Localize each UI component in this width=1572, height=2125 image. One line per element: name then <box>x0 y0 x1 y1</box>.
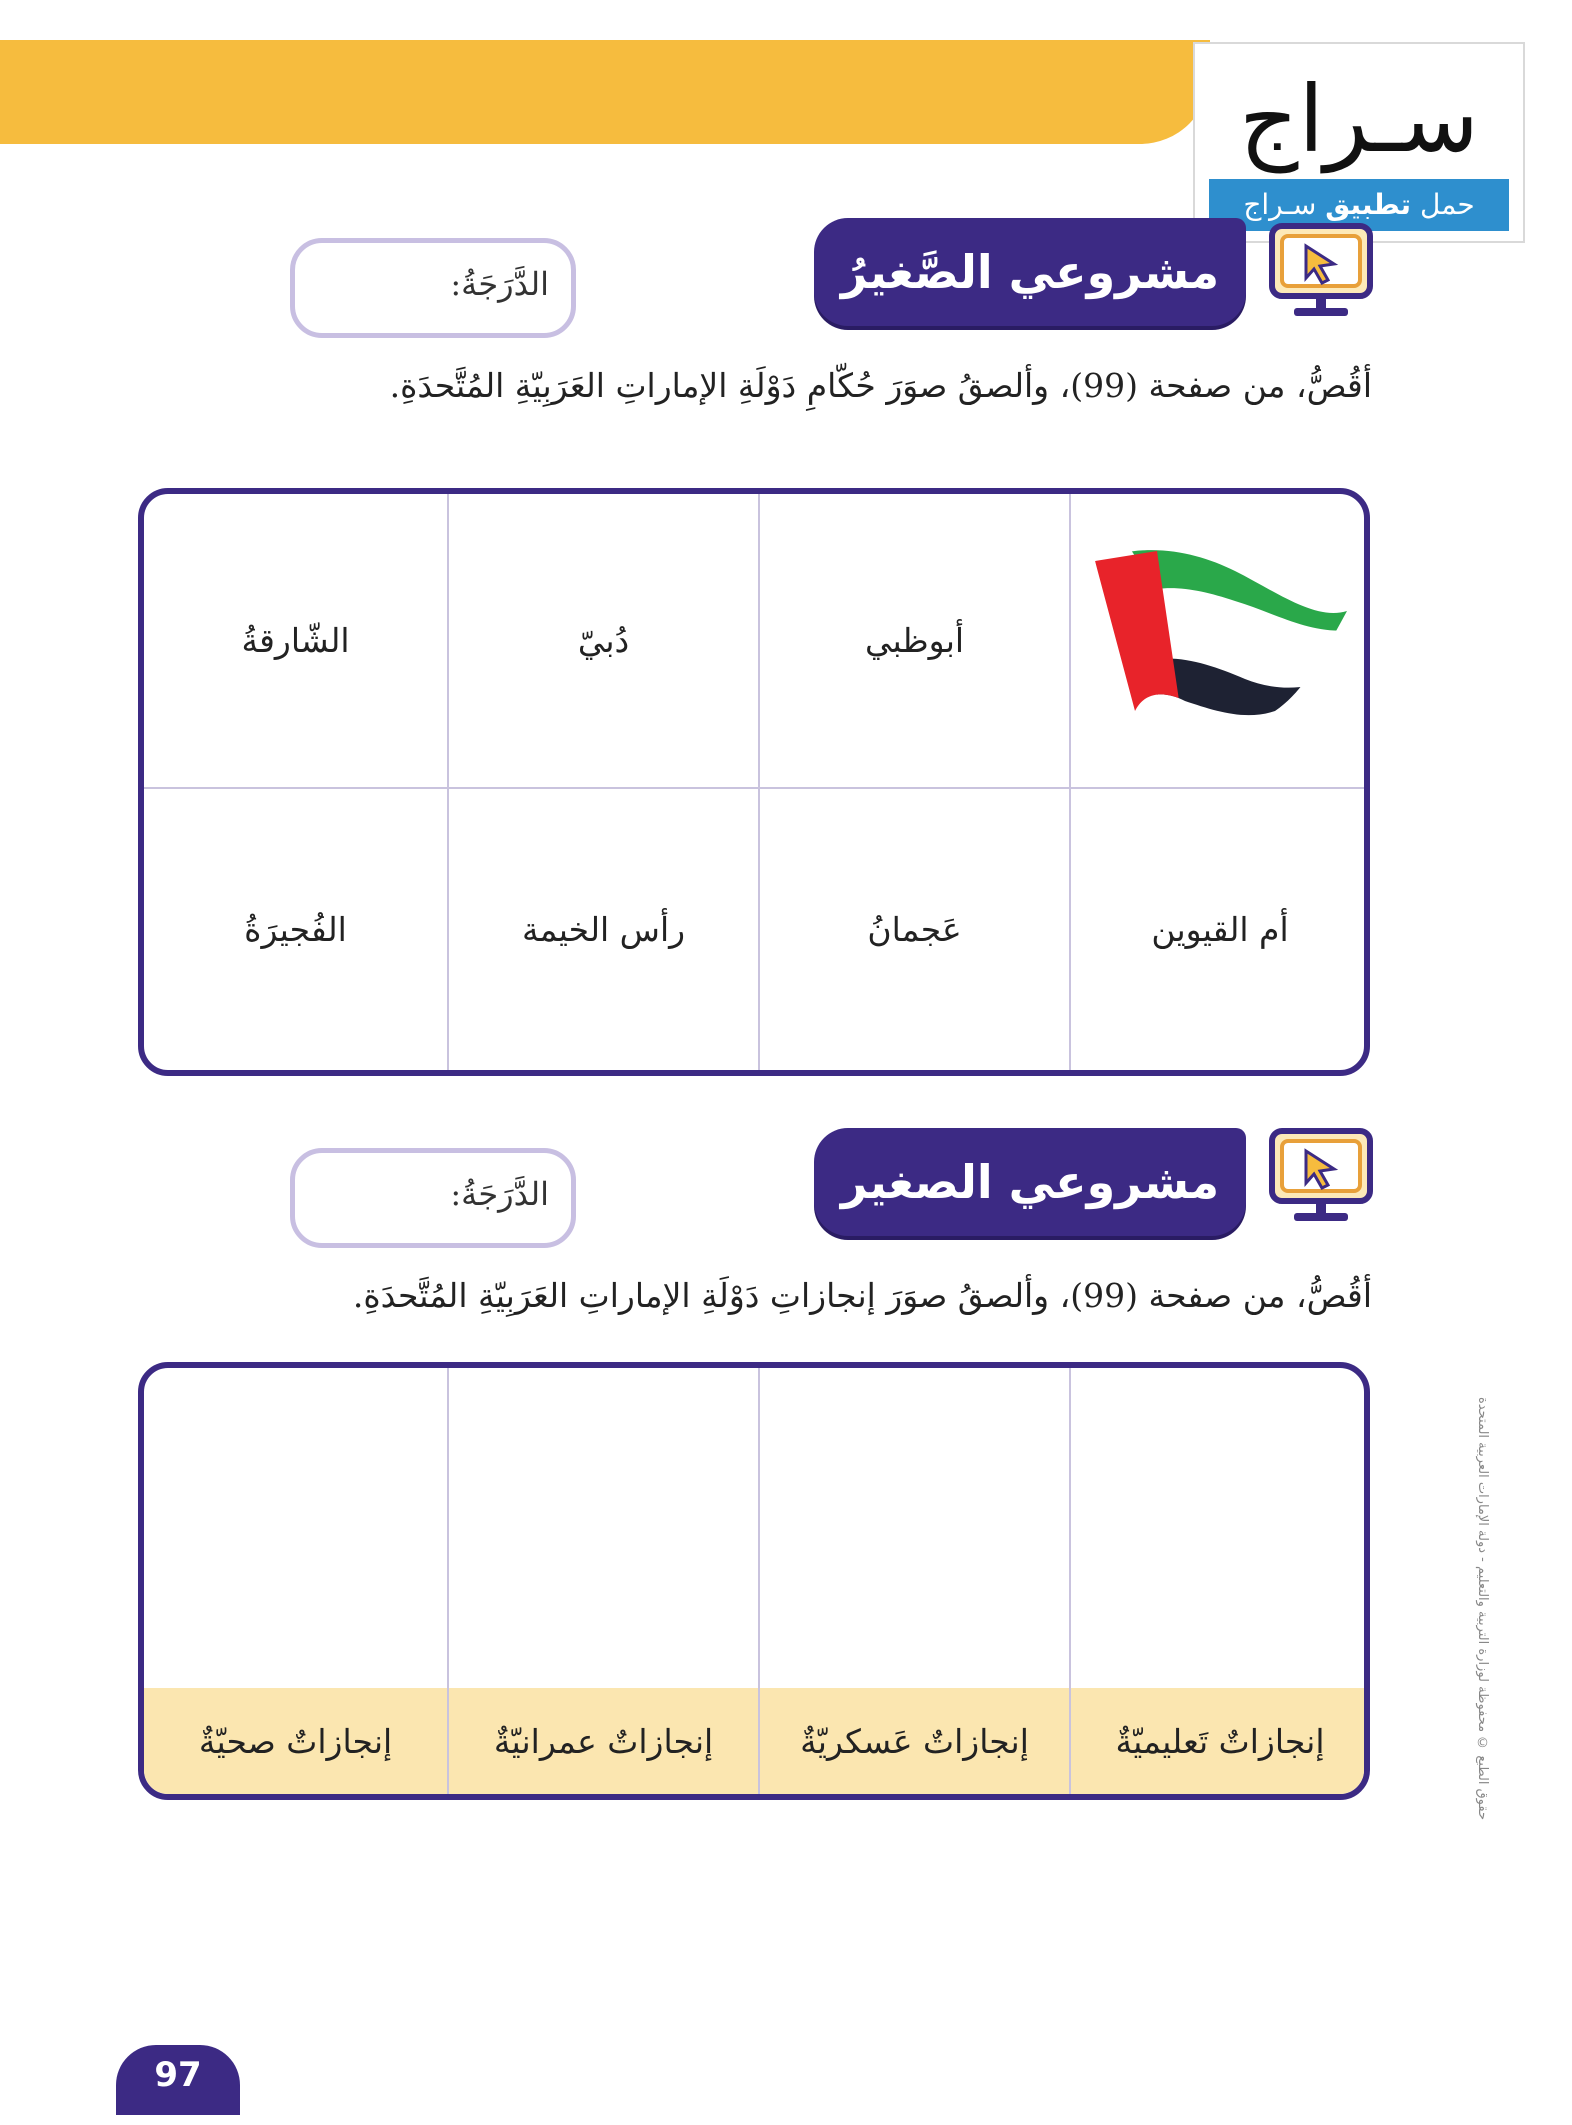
uae-flag-cell <box>1070 494 1370 787</box>
achievement-label: إنجازاتٌ صحيّةٌ <box>198 1721 393 1761</box>
section1-title: مشروعي الصَّغيرُ <box>814 218 1246 326</box>
monitor-pointer-icon <box>1268 1127 1374 1225</box>
tagline-bold: تطبيق <box>1325 188 1412 221</box>
monitor-pointer-icon <box>1268 222 1374 320</box>
emirate-cell: عَجمانُ <box>867 910 962 949</box>
top-decorative-band <box>0 40 1210 144</box>
section2-grade-box[interactable] <box>290 1148 576 1248</box>
section2-title: مشروعي الصغير <box>814 1128 1246 1236</box>
emirate-cell: أبوظبي <box>864 621 965 660</box>
page-number: 97 <box>116 2045 240 2115</box>
siraj-logo-word: سـراج <box>1239 66 1479 173</box>
emirate-cell: الفُجيرَةُ <box>244 910 347 949</box>
emirate-cell: أم القيوين <box>1151 910 1289 949</box>
uae-flag-icon <box>1085 541 1355 741</box>
emirate-cell: رأس الخيمة <box>521 910 686 949</box>
emirate-cell: دُبيّ <box>577 621 630 660</box>
achievement-label: إنجازاتٌ تَعليميّةٌ <box>1115 1721 1325 1761</box>
tagline-suffix: سـراج <box>1243 188 1317 221</box>
copyright-credit: حقوق الطبع © محفوظة لوزارة التربية والتعليم - دولة الإمارات العربية المتحدة <box>1475 1396 1490 1820</box>
section1-instruction: أقُصُّ، من صفحة (99)، وألصقُ صوَرَ حُكّامِ دَوْلَةِ الإماراتِ العَرَبِيّةِ المُتَّحدَةِ. <box>389 366 1372 405</box>
emirate-cell: الشّارقةُ <box>241 621 350 660</box>
rulers-grid <box>138 488 1370 1076</box>
section2-instruction: أقُصُّ، من صفحة (99)، وألصقُ صوَرَ إنجازاتِ دَوْلَةِ الإماراتِ العَرَبِيّةِ المُتَّحدَةِ. <box>352 1276 1372 1315</box>
siraj-logo[interactable] <box>1193 42 1525 243</box>
tagline-prefix: حمل <box>1419 188 1475 221</box>
section1-grade-label: الدَّرَجَةُ: <box>450 265 549 303</box>
achievements-grid <box>138 1362 1370 1800</box>
achievement-label: إنجازاتٌ عمرانيّةٌ <box>493 1721 714 1761</box>
section2-grade-label: الدَّرَجَةُ: <box>450 1175 549 1213</box>
section1-grade-box[interactable] <box>290 238 576 338</box>
achievement-label: إنجازاتٌ عَسكريّةٌ <box>800 1721 1029 1761</box>
